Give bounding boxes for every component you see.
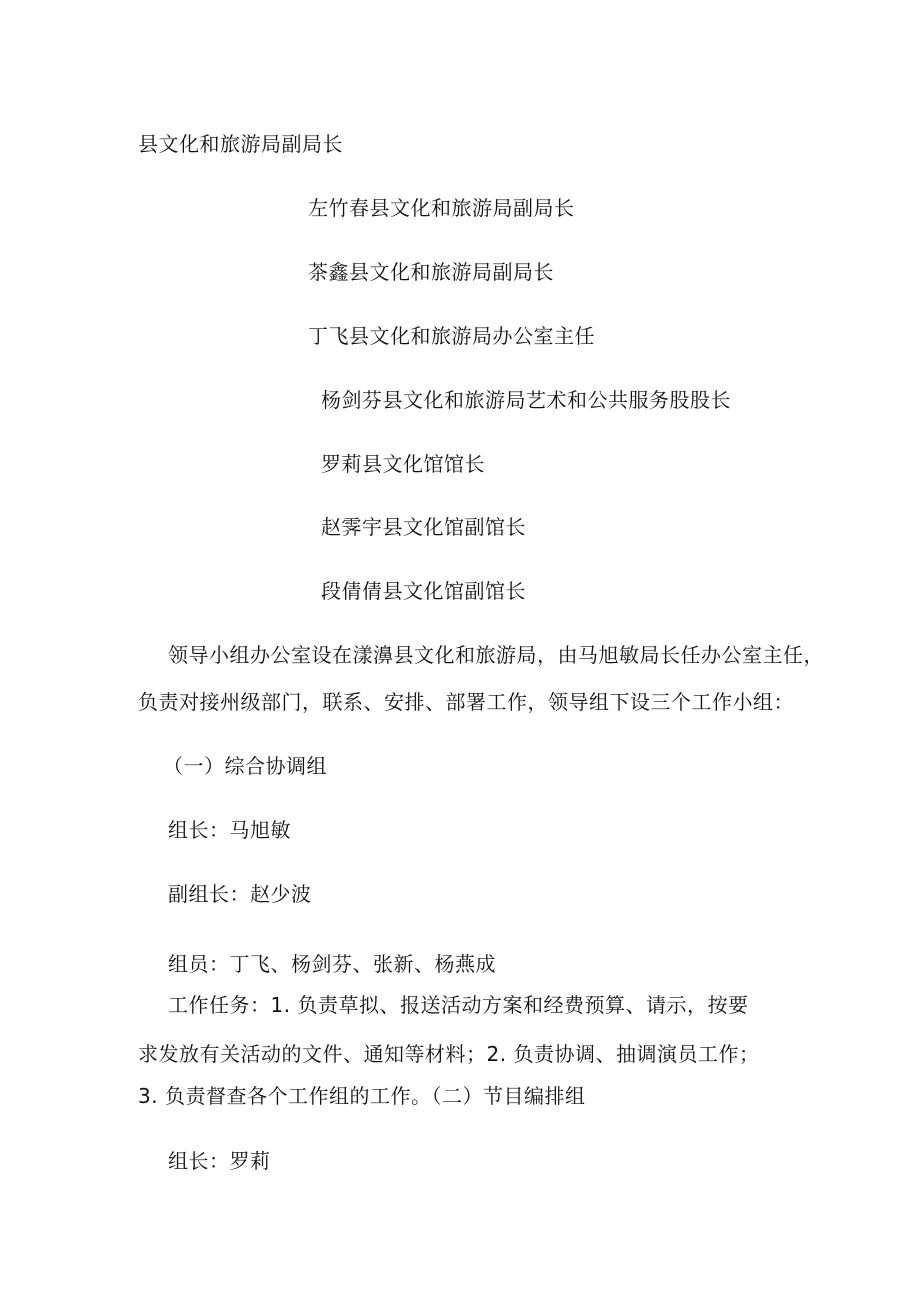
coordination-tasks-line-1: 工作任务：1. 负责草拟、报送活动方案和经费预算、请示，按要 [168, 993, 749, 1017]
program-group-leader: 组长：罗莉 [168, 1149, 271, 1173]
office-paragraph-line-2: 负责对接州级部门，联系、安排、部署工作，领导组下设三个工作小组： [138, 690, 794, 714]
coordination-leader: 组长：马旭敏 [168, 818, 291, 842]
member-line-yang-jianfen: 杨剑芬县文化和旅游局艺术和公共服务股股长 [321, 388, 731, 412]
group-heading-coordination: （一）综合协调组 [163, 754, 327, 778]
coordination-deputy-leader: 副组长：赵少波 [168, 882, 312, 906]
coordination-tasks-line-2: 求发放有关活动的文件、通知等材料；2. 负责协调、抽调演员工作； [138, 1042, 760, 1066]
member-line-zhao-jiyu: 赵霁宇县文化馆副馆长 [321, 515, 526, 539]
member-line-ding-fei: 丁飞县文化和旅游局办公室主任 [308, 324, 595, 348]
office-paragraph-line-1: 领导小组办公室设在漾濞县文化和旅游局，由马旭敏局长任办公室主任， [168, 643, 824, 667]
member-line-title-continuation: 县文化和旅游局副局长 [138, 132, 343, 156]
member-line-luo-li: 罗莉县文化馆馆长 [321, 452, 485, 476]
member-line-duan-qianqian: 段倩倩县文化馆副馆长 [321, 579, 526, 603]
coordination-tasks-line-3: 3. 负责督查各个工作组的工作。（二）节目编排组 [138, 1084, 586, 1108]
member-line-cha-xin: 茶鑫县文化和旅游局副局长 [308, 260, 554, 284]
coordination-members: 组员：丁飞、杨剑芬、张新、杨燕成 [168, 952, 496, 976]
member-line-zuo-zhuchun: 左竹春县文化和旅游局副局长 [308, 196, 575, 220]
